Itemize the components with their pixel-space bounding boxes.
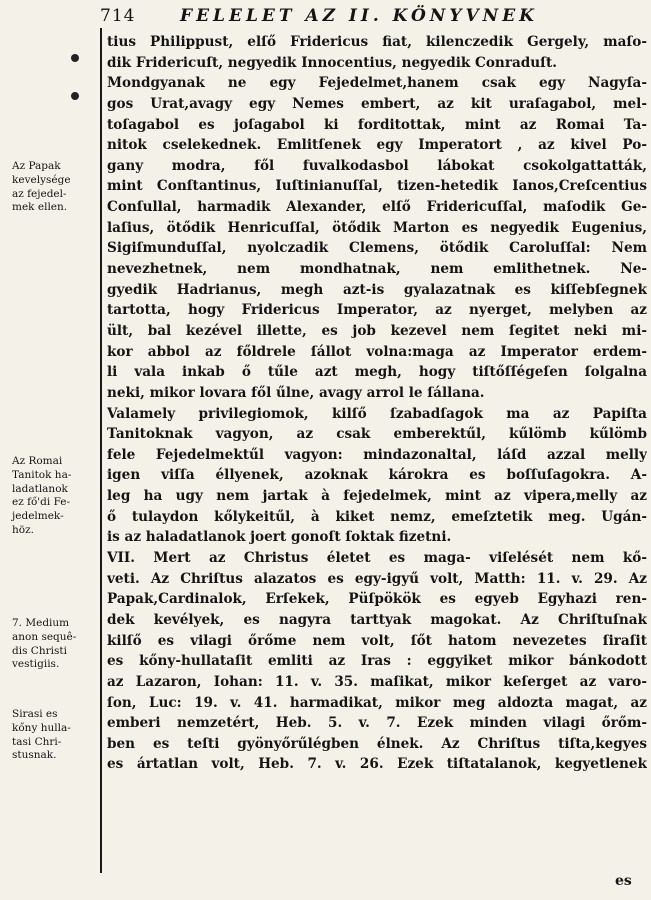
text-line: gos Urat,avagy egy Nemes embert, az kit uraſagabol, mel- — [107, 95, 647, 112]
text-line: ült, bal kezével illette, es job kezevel nem ſegitet neki mi- — [107, 322, 647, 339]
text-line: ő tulaydon kőlykeitűl, à kiket nemz, emeſztetik meg. Ugán- — [107, 508, 647, 525]
bullet-mark — [71, 54, 79, 62]
text-line: Papak,Cardinalok, Erſekek, Püſpökök es egyeb Egyhazi ren- — [107, 591, 647, 608]
text-line: az Lazaron, Iohan: 11. v. 35. maſikat, mikor keſerget az varo- — [107, 673, 647, 690]
text-line: emberi nemzetért, Heb. 5. v. 7. Ezek minden vilagi őrőm- — [107, 715, 647, 732]
margin-note: 7. Medium anon sequê- dis Christi vestigiis. — [12, 617, 77, 671]
text-line: dek kevélyek, es nagyra tarttyak magokat. Az Chriſtuſnak — [107, 611, 647, 628]
text-line: laſius, ötődik Henricuſſal, ötődik Marton es negyedik Eugenius, — [107, 219, 647, 236]
text-line: ſon, Luc: 19. v. 41. harmadikat, mikor meg aldozta magat, az — [107, 694, 647, 711]
text-line: fele Fejedelmektűl vagyon: mindazonaltal, láſd azzal melly — [107, 446, 647, 463]
text-line: VII. Mert az Christus életet es maga- viſelését nem kő- — [107, 550, 647, 567]
text-line: neki, mikor lovara fől űlne, avagy arrol le ſállana. — [107, 384, 485, 401]
running-title: FELELET AZ II. KÖNYVNEK — [180, 6, 538, 26]
text-line: tartotta, hogy Fridericus Imperator, az nyerget, melyben az — [107, 302, 647, 319]
text-line: dik Fridericuſt, negyedik Innocentius, negyedik Conraduſt. — [107, 54, 558, 71]
text-line: tius Philippust, elſő Fridericus fiat, kilenczedik Gergely, maſo- — [107, 34, 647, 50]
text-line: Sigiſmunduſſal, nyolczadik Clemens, ötődik Caroluſſal: Nem — [107, 240, 647, 257]
page-number: 714 — [100, 6, 136, 26]
text-line: gany modra, fől fuvalkodasbol lábokat csokolgattatták, — [107, 157, 647, 174]
text-line: nevezhetnek, nem mondhatnak, nem emlithetnek. Ne- — [107, 261, 647, 278]
text-line: toſagabol es joſagabol ki forditottak, mint az Romai Ta- — [107, 116, 647, 133]
page-header — [100, 6, 645, 28]
text-line: ben es teſti gyönyőrűlégben élnek. Az Chriſtus tiſta,kegyes — [107, 735, 647, 752]
text-line: es kőny-hullataſit emliti az Iras : eggyiket mikor bánkodott — [107, 653, 647, 670]
margin-rule — [100, 28, 102, 873]
bullet-mark — [71, 92, 79, 100]
margin-note: Az Romai Tanitok ha- ladatlanok ez fő'di Fe- jedelmek- höz. — [12, 455, 72, 536]
text-line: kor abbol az főldrele ſállot volna:maga az Imperator erdem- — [107, 343, 647, 360]
text-line: nitok cselekednek. Emlitſenek egy Imperatort , az kivel Po- — [107, 137, 647, 154]
text-line: Conſullal, harmadik Alexander, elſő Fridericuſſal, maſodik Ge- — [107, 199, 647, 216]
text-line: Mondgyanak ne egy Fejedelmet,hanem csak egy Nagyſa- — [107, 75, 647, 92]
text-line: mint Conſtantinus, Iuſtinianuſſal, tizen-hetedik Ianos,Creſcentius — [107, 178, 647, 195]
text-line: li vala inkab ő tűle azt megh, hogy tiſtőſſégeſen ſolgalna — [107, 364, 647, 381]
text-line: es ártatlan volt, Heb. 7. v. 26. Ezek tiſtatalanok, kegyetlenek — [107, 756, 647, 773]
text-line: kilſő es vilagi őrőme nem volt, ſőt hatom nevezetes ſiraſit — [107, 632, 647, 649]
text-line: Valamely privilegiomok, kilſő ſzabadſagok ma az Papiſta — [107, 405, 647, 422]
catchword: es — [615, 873, 632, 889]
text-line: leg ha ugy nem jartak à fejedelmek, mint az vipera,melly az — [107, 488, 647, 505]
margin-note: Sirasi es kőny hulla- tasi Chri- stusnak. — [12, 708, 71, 762]
body-text — [107, 32, 647, 775]
text-line: igen viſſa éllyenek, azoknak károkra es boſſuſagokra. A- — [107, 467, 647, 484]
text-line: is az haladatlanok joert gonoſt ſoktak fizetni. — [107, 529, 452, 546]
text-line: Tanitoknak vagyon, az csak emberektűl, kűlömb kűlömb — [107, 426, 647, 443]
margin-note: Az Papak kevelysége az fejedel- mek ellen. — [12, 160, 71, 214]
text-line: veti. Az Chriſtus alazatos es egy-igyű volt, Matth: 11. v. 29. Az — [107, 570, 647, 587]
text-line: gyedik Hadrianus, megh azt-is gyalazatnak es kiſſebſegnek — [107, 281, 647, 298]
